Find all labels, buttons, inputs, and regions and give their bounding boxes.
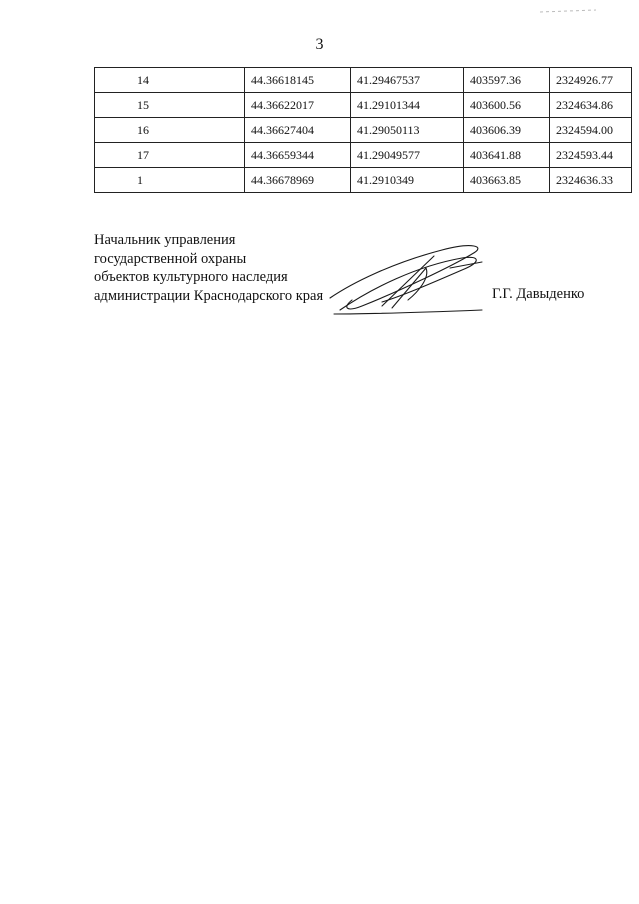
table-cell: 41.29050113 — [351, 118, 464, 143]
handwritten-signature — [322, 228, 492, 318]
table-row — [95, 143, 632, 168]
table-row — [95, 118, 632, 143]
table-cell: 44.36622017 — [245, 93, 351, 118]
table-cell: 41.29467537 — [351, 68, 464, 93]
table-row — [95, 168, 632, 193]
table-cell: 2324593.44 — [550, 143, 632, 168]
table-cell: 2324926.77 — [550, 68, 632, 93]
table-cell: 17 — [95, 143, 245, 168]
coordinates-table — [94, 67, 632, 193]
signer-name: Г.Г. Давыденко — [492, 286, 585, 302]
table-cell: 403597.36 — [464, 68, 550, 93]
table-cell: 41.2910349 — [351, 168, 464, 193]
table-cell: 403606.39 — [464, 118, 550, 143]
table-cell: 403641.88 — [464, 143, 550, 168]
table-cell: 14 — [95, 68, 245, 93]
table-cell: 44.36618145 — [245, 68, 351, 93]
corner-scan-mark — [538, 2, 598, 10]
table-cell: 2324594.00 — [550, 118, 632, 143]
table-cell: 16 — [95, 118, 245, 143]
table-cell: 2324636.33 — [550, 168, 632, 193]
table-row — [95, 68, 632, 93]
table-row — [95, 93, 632, 118]
table-cell: 44.36659344 — [245, 143, 351, 168]
table-cell: 44.36627404 — [245, 118, 351, 143]
table-cell: 2324634.86 — [550, 93, 632, 118]
table-cell: 1 — [95, 168, 245, 193]
table-cell: 41.29101344 — [351, 93, 464, 118]
table-cell: 41.29049577 — [351, 143, 464, 168]
table-cell: 44.36678969 — [245, 168, 351, 193]
signer-position-line: Начальник управления — [94, 232, 236, 248]
table-cell: 403600.56 — [464, 93, 550, 118]
table-cell: 403663.85 — [464, 168, 550, 193]
signer-position-line: государственной охраны — [94, 250, 247, 267]
table-cell: 15 — [95, 93, 245, 118]
signer-position — [94, 231, 323, 305]
signer-position-line: объектов культурного наследия — [94, 269, 288, 285]
page-number: 3 — [315, 36, 324, 53]
signer-position-line: администрации Краснодарского края — [94, 287, 324, 304]
